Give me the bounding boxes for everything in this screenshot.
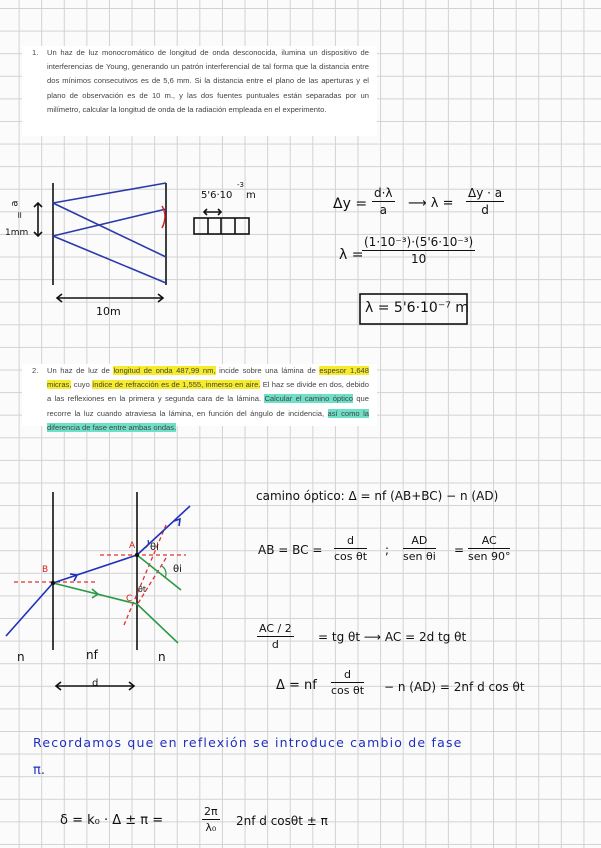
p2-text-2: incide sobre una lámina de xyxy=(215,366,320,375)
label-thickness-d: d xyxy=(92,678,99,689)
eq-ac-num: AC xyxy=(468,534,510,549)
eq1-arrow: ⟶ λ = xyxy=(408,196,454,211)
label-fringe-unit: m xyxy=(246,190,256,201)
label-n-left: n xyxy=(17,650,25,664)
optical-path-eq: camino óptico: Δ = nf (AB+BC) − n (AD) xyxy=(256,489,499,503)
result-text: λ = 5'6·10⁻⁷ m xyxy=(365,300,469,316)
label-10m: 10m xyxy=(96,305,121,318)
problem-1-number: 1. xyxy=(32,48,39,57)
label-theta-i: θi xyxy=(150,542,159,553)
eq-ab-sep: ; xyxy=(385,543,390,557)
eq-ab-den: cos θt xyxy=(334,550,368,563)
eq-ad-num: AD xyxy=(403,534,436,549)
p2-text-1: Un haz de luz de xyxy=(47,366,114,375)
eq1-num2: Δy · a xyxy=(468,186,503,200)
reflection-note-line-1: Recordamos que en reflexión se introduce cambio de fase xyxy=(33,735,463,750)
problem-1-text: Un haz de luz monocromático de longitud de onda desconocida, ilumina un dispositivo de interferencias de Young, generando un patrón interferencial de tal forma que la distancia entre dos mínimos consecutivos es de 5,6 mm. Si la distancia entre el plano de las aperturas y el plano de observación es de 10 m., y las dos fuentes puntuales están separadas por un milímetro, calcular la longitud de onda de la radiación empleada en el experimento. xyxy=(47,48,369,114)
label-fringe-exp: -3 xyxy=(237,181,244,189)
delta-num: d xyxy=(331,668,364,683)
problem-2-number: 2. xyxy=(32,366,39,375)
eq-ab-num: d xyxy=(334,534,367,549)
eq-ab-left: AB = BC = xyxy=(258,543,323,557)
phase-fraction xyxy=(202,805,220,834)
delta-den: cos θt xyxy=(331,684,365,697)
label-fringe: 5'6·10 xyxy=(201,190,233,201)
eq-ad-den: sen θi xyxy=(403,550,436,563)
phase-eq-rest: 2nf d cosθt ± π xyxy=(236,814,328,828)
eq-ac-fraction xyxy=(468,534,510,563)
label-theta-i-2: θi xyxy=(173,564,182,575)
eq2-num: (1·10⁻³)·(5'6·10⁻³) xyxy=(364,235,474,249)
eq-ab-fraction xyxy=(334,534,367,563)
eq2-left: λ = xyxy=(339,247,364,263)
label-theta-t: θt xyxy=(138,585,147,594)
p2-highlight-wavelength: longitud de onda 487,99 nm, xyxy=(113,366,216,375)
point-A: A xyxy=(129,541,136,551)
label-equals: = xyxy=(13,211,24,219)
eq-tg-num: AC / 2 xyxy=(259,622,292,635)
eq-ad-fraction xyxy=(403,534,436,563)
point-C: C xyxy=(126,594,133,604)
p2-highlight-optical-path: Calcular el camino óptico xyxy=(264,394,353,404)
delta-fraction xyxy=(331,668,364,697)
p2-highlight-thickness: espesor 1,648 micras, xyxy=(47,366,369,390)
eq-tg-den: d xyxy=(271,638,279,651)
eq2-den: 10 xyxy=(410,252,427,266)
label-n-right: n xyxy=(158,650,166,664)
eq1-num: d·λ xyxy=(374,186,393,200)
p2-highlight-phase: así como la diferencia de fase entre ambas ondas. xyxy=(47,408,369,432)
delta-left: Δ = nf xyxy=(276,678,317,693)
phase-num: 2π xyxy=(204,805,218,818)
eq1-den2: d xyxy=(481,203,489,217)
p2-text-4: El haz se divide en dos, debido a las reflexiones en la primera y segunda cara de la lámina. xyxy=(47,380,369,404)
point-B: B xyxy=(42,565,49,575)
label-1mm: 1mm xyxy=(5,228,29,238)
delta-rest: − n (AD) = 2nf d cos θt xyxy=(384,680,525,694)
label-a: a xyxy=(9,200,21,207)
reflection-note-line-2: π. xyxy=(33,763,45,778)
eq-tg-rest: = tg θt ⟶ AC = 2d tg θt xyxy=(318,630,467,644)
phase-den: λ₀ xyxy=(205,821,217,834)
eq-ac-den: sen 90° xyxy=(468,550,511,563)
p2-highlight-index: índice de refracción es de 1,555, inmerso en aire. xyxy=(92,380,261,390)
eq1-left: Δy = xyxy=(333,196,368,212)
p2-text-3: cuyo xyxy=(71,380,93,390)
phase-eq-left: δ = k₀ · Δ ± π = xyxy=(60,813,164,828)
eq1-den: a xyxy=(379,203,387,217)
p2-text-5: que recorre la luz cuando atraviesa la lámina, en función del ángulo de incidencia, xyxy=(47,394,369,418)
eq-equals: = xyxy=(454,543,465,557)
label-nf: nf xyxy=(86,648,98,662)
eq-tg-fraction xyxy=(257,622,294,651)
